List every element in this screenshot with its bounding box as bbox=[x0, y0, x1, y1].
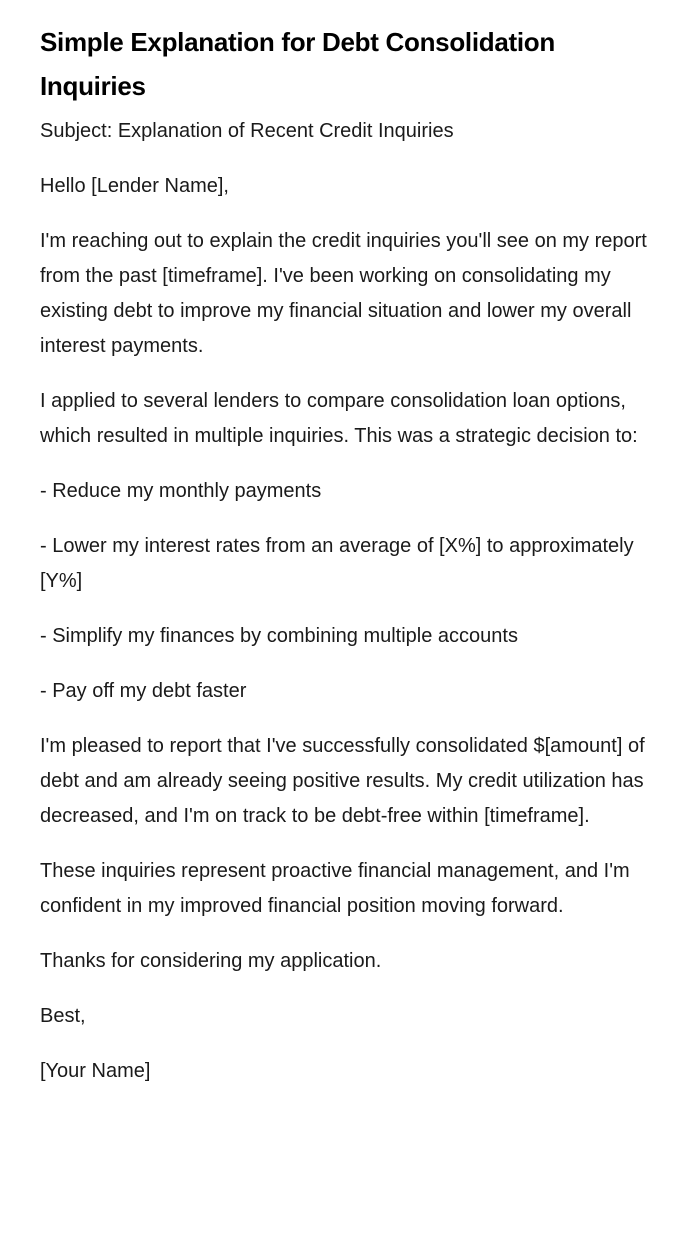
body-paragraph-thanks: Thanks for considering my application. bbox=[40, 950, 382, 972]
bullet-simplify-finances: - Simplify my finances by combining multiple accounts bbox=[40, 625, 518, 647]
body-paragraph-confidence: These inquiries represent proactive financial management, and I'm confident in my improved financial position moving forward. bbox=[40, 860, 630, 917]
bullet-pay-off-faster: - Pay off my debt faster bbox=[40, 680, 247, 702]
bullet-reduce-payments: - Reduce my monthly payments bbox=[40, 480, 322, 502]
body-paragraph-intro: I'm reaching out to explain the credit inquiries you'll see on my report from the past [timeframe]. I've been working on consolidating my existing debt to improve my financial situation and lower my overall interest payments. bbox=[40, 230, 647, 357]
page-title: Simple Explanation for Debt Consolidation Inquiries bbox=[40, 27, 555, 101]
signature: [Your Name] bbox=[40, 1060, 151, 1082]
body-paragraph-results: I'm pleased to report that I've successfully consolidated $[amount] of debt and am already seeing positive results. My credit utilization has decreased, and I'm on track to be debt-free within [timeframe]. bbox=[40, 735, 645, 827]
subject-line: Subject: Explanation of Recent Credit Inquiries bbox=[40, 120, 454, 142]
bullet-lower-rates: - Lower my interest rates from an average of [X%] to approximately [Y%] bbox=[40, 535, 634, 592]
body-paragraph-applications: I applied to several lenders to compare consolidation loan options, which resulted in multiple inquiries. This was a strategic decision to: bbox=[40, 390, 638, 447]
closing: Best, bbox=[40, 1005, 86, 1027]
greeting: Hello [Lender Name], bbox=[40, 175, 229, 197]
